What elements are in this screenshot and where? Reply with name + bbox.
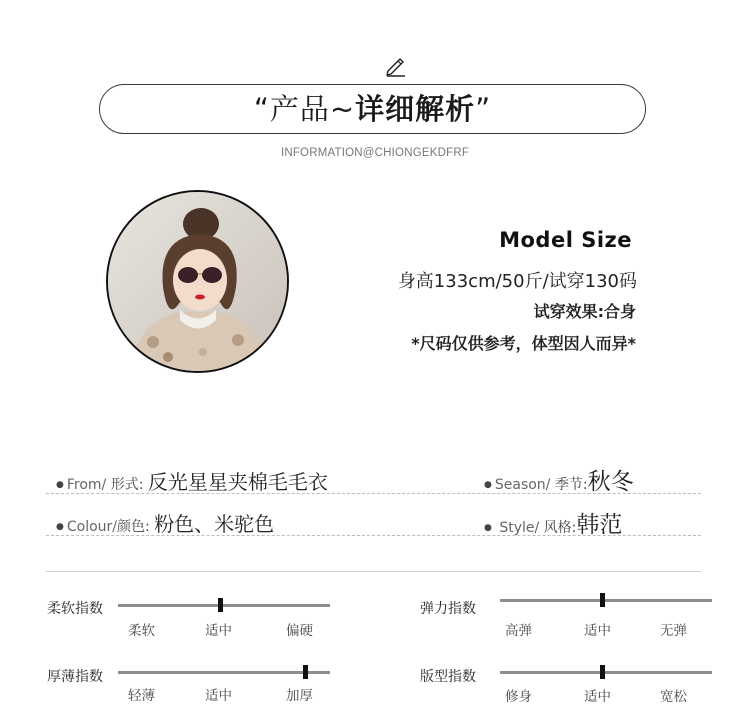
attr-style: ● Style/ 风格:韩范: [484, 512, 623, 538]
index-label: 适中: [584, 623, 611, 639]
index-label: 宽松: [660, 689, 687, 705]
bullet-icon: ●: [56, 522, 64, 532]
bullet-icon: ●: [56, 480, 64, 490]
attr-colour: ● Colour/颜色: 粉色、米驼色: [56, 512, 275, 536]
model-photo: [106, 190, 289, 373]
bullet-icon: ●: [484, 523, 492, 533]
model-measurements: 身高133cm/50斤/试穿130码: [397, 271, 637, 292]
page-title: “产品~详细解析”: [253, 92, 492, 126]
size-note: *尺码仅供参考，体型因人而异*: [411, 334, 636, 353]
brand-subtitle: INFORMATION@CHIONGEKDFRF: [280, 147, 470, 159]
index-name: 弹力指数: [420, 601, 476, 617]
index-label: 高弹: [505, 623, 532, 639]
index-label: 轻薄: [128, 688, 155, 704]
bullet-icon: ●: [484, 480, 492, 490]
section-divider: [46, 571, 701, 572]
index-label: 加厚: [286, 688, 313, 704]
attr-form: ● From/ 形式: 反光星星夹棉毛毛衣: [56, 470, 328, 494]
index-label: 修身: [505, 689, 532, 705]
divider: [46, 493, 701, 494]
index-label: 柔软: [128, 623, 155, 639]
pen-icon: [384, 55, 408, 77]
model-size-heading: Model Size: [499, 228, 632, 252]
index-track: [118, 671, 330, 674]
index-label: 适中: [584, 689, 611, 705]
index-label: 无弹: [660, 623, 687, 639]
index-label: 适中: [205, 623, 232, 639]
index-name: 版型指数: [420, 669, 476, 685]
index-label: 偏硬: [286, 623, 313, 639]
index-track: [500, 671, 712, 674]
index-marker: [600, 593, 605, 607]
index-name: 柔软指数: [47, 601, 103, 617]
index-marker: [218, 598, 223, 612]
divider: [46, 535, 701, 536]
fit-result: 试穿效果:合身: [533, 302, 636, 321]
index-marker: [600, 665, 605, 679]
index-name: 厚薄指数: [47, 669, 103, 685]
index-marker: [303, 665, 308, 679]
attr-season: ● Season/ 季节:秋冬: [484, 469, 634, 495]
index-track: [118, 604, 330, 607]
index-track: [500, 599, 712, 602]
index-label: 适中: [205, 688, 232, 704]
